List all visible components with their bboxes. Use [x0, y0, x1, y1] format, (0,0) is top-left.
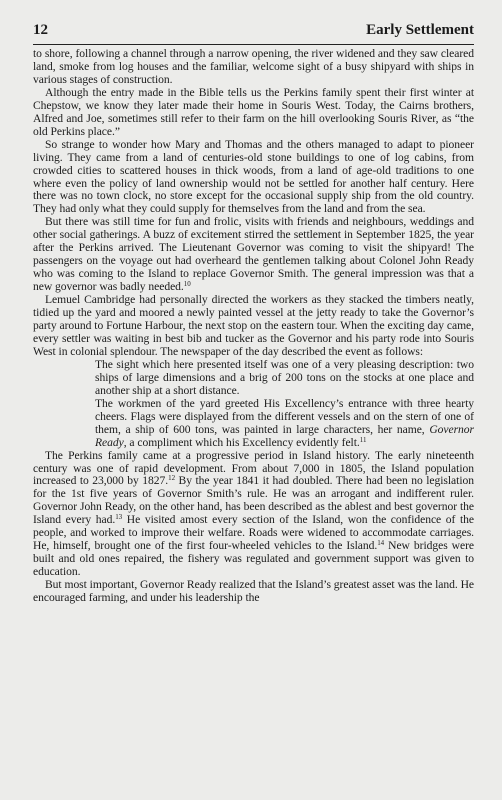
page-number: 12 [33, 22, 48, 38]
paragraph: Lemuel Cambridge had personally directed the workers as they stacked the timbers neatly, tidied up the yard and moored a newly painted vessel at the jetty ready to take the Governor’s party around to Fortune Harbour, the next stop on the eastern tour. When the exciting day came, every settler was waiting in best bib and tucker as the Governor and his party rode into Souris West in colonial splendour. The newspaper of the day described the event as follows: [33, 293, 474, 358]
paragraph: to shore, following a channel through a narrow opening, the river widened and they saw cleared land, smoke from log houses and the familiar, welcome sight of a busy shipyard with ships in various stages of construction. [33, 47, 474, 86]
paragraph: The Perkins family came at a progressive period in Island history. The early nineteenth century was one of rapid development. From about 7,000 in 1805, the Island population increased to 23,000 by 1827.12 By the year 1841 it had doubled. There had been no legislation for the 1st five years of Governor Smith’s rule. He was an arrogant and indifferent ruler. Governor John Ready, on the other hand, has been described as the ablest and best governor the Island every had.$^{13}$ He visited amost every section of the Island, won the confidence of the people, and worked to improve their welfare. Roads were widened to accommodate carriages. He, himself, brought one of the first four-wheeled vehicles to the Island.$^{14}$ New bridges were built and old ones repaired, the fishery was regulated and government support was given to education. [33, 448, 474, 579]
footnote-ref: 10 [183, 280, 191, 289]
quote-paragraph: The workmen of the yard greeted His Excellency’s entrance with three hearty cheers. Flags were displayed from the different vessels and on the stern of one of them, a ship of 600 tons, was painted in large characters, her name, Governor Ready, a compliment which his Excellency evidently felt.$^{11}$ [95, 396, 474, 449]
header-rule [33, 44, 474, 45]
paragraph: But there was still time for fun and frolic, visits with friends and neighbours, weddings and other social gatherings. A buzz of excitement stirred the settlement in September 1825, the year after the Perkins arrived. The Lieutenant Governor was coming to visit the shipyard! The passengers on the voyage out had overheard the gentlemen talking about Colonel John Ready who was coming to the Island to replace Governor Smith. The general impression was that a new governor was badly needed.$^{10}$ [33, 215, 474, 294]
quote-paragraph: The sight which here presented itself was one of a very pleasing description: two ships of large dimensions and a brig of 200 tons on the stocks at one place and another ship at a short distance. [95, 357, 474, 397]
paragraph: But most important, Governor Ready realized that the Island’s greatest asset was the land. He encouraged farming, and under his leadership the [33, 578, 474, 605]
footnote-ref: 13 [115, 513, 123, 522]
body-text [33, 48, 474, 605]
footnote-ref: 12 [168, 474, 176, 483]
running-title: Early Settlement [366, 22, 474, 38]
page-header [33, 22, 474, 40]
block-quote [95, 359, 474, 450]
ship-name: Governor Ready [95, 422, 474, 449]
footnote-ref: 14 [377, 539, 385, 548]
footnote-ref: 11 [359, 435, 367, 444]
paragraph: So strange to wonder how Mary and Thomas and the others managed to adapt to pioneer living. They came from a land of centuries-old stone buildings to one of log cabins, from crowded cities to scattered houses in thick woods, from a land of age-old traditions to one where even the policy of land ownership would not be settled for another half century. Here there was no town clock, no store except for the occasional supply ship from the old country. They had only what they could supply for themselves from the land and from the sea. [33, 137, 474, 216]
paragraph: Although the entry made in the Bible tells us the Perkins family spent their first winter at Chepstow, we know they later made their home in Souris West. Today, the Cairns brothers, Alfred and Joe, sometimes still refer to their farm on the hill overlooking Souris River, as “the old Perkins place.” [33, 85, 474, 138]
